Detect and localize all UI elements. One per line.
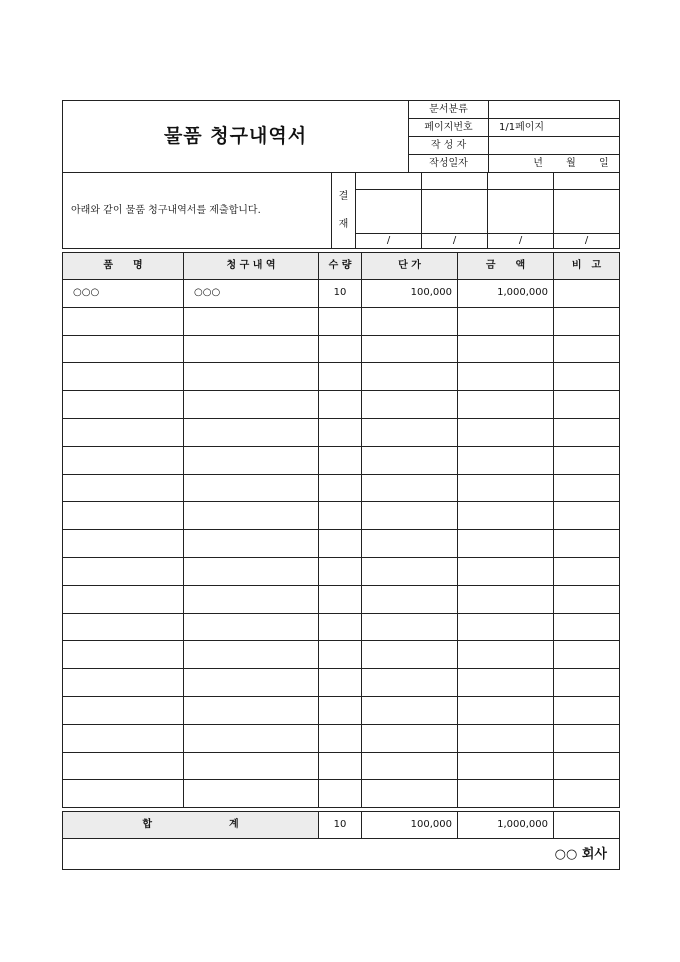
table-row	[63, 752, 620, 780]
approval-label-bottom: 재	[338, 218, 349, 230]
table-row	[63, 307, 620, 335]
cell-item[interactable]	[63, 669, 184, 697]
table-row	[63, 613, 620, 641]
cell-detail[interactable]	[184, 418, 319, 446]
company-row	[63, 839, 620, 870]
cell-amount[interactable]	[458, 418, 554, 446]
cell-note[interactable]	[554, 724, 620, 752]
cell-detail[interactable]	[184, 530, 319, 558]
table-row	[63, 557, 620, 585]
cell-note[interactable]	[554, 557, 620, 585]
cell-qty[interactable]	[319, 752, 362, 780]
approver-date-1[interactable]: /	[356, 234, 422, 249]
approver-sign-3[interactable]	[488, 190, 554, 234]
approval-table	[62, 172, 620, 249]
cell-item[interactable]	[63, 641, 184, 669]
cell-qty[interactable]	[319, 669, 362, 697]
author-label: 작 성 자	[409, 137, 489, 155]
approver-date-2[interactable]: /	[422, 234, 488, 249]
cell-note[interactable]	[554, 474, 620, 502]
cell-qty[interactable]	[319, 613, 362, 641]
total-note[interactable]	[554, 812, 620, 839]
cell-qty[interactable]	[319, 780, 362, 808]
total-label-b: 계	[228, 819, 239, 831]
cell-item[interactable]	[63, 613, 184, 641]
cell-note[interactable]	[554, 780, 620, 808]
author-value[interactable]	[489, 137, 620, 155]
cell-note[interactable]	[554, 307, 620, 335]
table-row	[63, 780, 620, 808]
cell-note[interactable]	[554, 280, 620, 308]
approver-sign-4[interactable]	[554, 190, 620, 234]
cell-note[interactable]	[554, 752, 620, 780]
cell-detail[interactable]	[184, 363, 319, 391]
cell-item[interactable]	[63, 363, 184, 391]
table-row	[63, 363, 620, 391]
items-table	[62, 252, 620, 808]
col-header-qty: 수 량	[319, 253, 362, 280]
col-header-item: 품 명	[63, 253, 184, 280]
cell-unit-price[interactable]	[362, 307, 458, 335]
cell-detail[interactable]: ○○○	[184, 280, 319, 308]
doc-class-label: 문서분류	[409, 101, 489, 119]
table-row	[63, 418, 620, 446]
cell-amount[interactable]	[458, 446, 554, 474]
total-table	[62, 811, 620, 870]
cell-unit-price[interactable]	[362, 446, 458, 474]
cell-amount[interactable]	[458, 474, 554, 502]
cell-note[interactable]	[554, 418, 620, 446]
cell-item[interactable]	[63, 585, 184, 613]
col-header-detail: 청 구 내 역	[184, 253, 319, 280]
cell-note[interactable]	[554, 530, 620, 558]
cell-item[interactable]	[63, 391, 184, 419]
company-name: ○○ 회사	[63, 839, 620, 870]
cell-note[interactable]	[554, 335, 620, 363]
cell-detail[interactable]	[184, 613, 319, 641]
table-row	[63, 391, 620, 419]
cell-note[interactable]	[554, 641, 620, 669]
page-title: 물품 청구내역서	[63, 101, 409, 173]
approver-sign-1[interactable]	[356, 190, 422, 234]
cell-note[interactable]	[554, 585, 620, 613]
cell-qty[interactable]	[319, 474, 362, 502]
cell-unit-price[interactable]	[362, 613, 458, 641]
cell-amount[interactable]	[458, 585, 554, 613]
cell-amount[interactable]	[458, 641, 554, 669]
cell-detail[interactable]	[184, 446, 319, 474]
cell-amount[interactable]	[458, 363, 554, 391]
table-row	[63, 474, 620, 502]
cell-unit-price[interactable]	[362, 391, 458, 419]
cell-note[interactable]	[554, 446, 620, 474]
total-row	[63, 812, 620, 839]
cell-qty[interactable]	[319, 446, 362, 474]
approval-label	[332, 173, 356, 249]
cell-qty[interactable]	[319, 724, 362, 752]
table-row	[63, 669, 620, 697]
table-row	[63, 641, 620, 669]
cell-unit-price[interactable]	[362, 641, 458, 669]
cell-qty[interactable]	[319, 363, 362, 391]
cell-unit-price[interactable]	[362, 696, 458, 724]
page-no-label: 페이지번호	[409, 119, 489, 137]
cell-unit-price[interactable]	[362, 335, 458, 363]
cell-qty[interactable]	[319, 696, 362, 724]
cell-unit-price[interactable]	[362, 585, 458, 613]
cell-amount[interactable]	[458, 752, 554, 780]
table-row	[63, 530, 620, 558]
cell-amount[interactable]	[458, 696, 554, 724]
table-row	[63, 335, 620, 363]
col-header-unit-price: 단 가	[362, 253, 458, 280]
cell-qty[interactable]	[319, 557, 362, 585]
cell-detail[interactable]	[184, 696, 319, 724]
cell-item[interactable]: ○○○	[63, 280, 184, 308]
header-table	[62, 100, 620, 173]
date-month: 월	[566, 157, 576, 169]
cell-detail[interactable]	[184, 752, 319, 780]
cell-item[interactable]	[63, 696, 184, 724]
cell-qty[interactable]	[319, 335, 362, 363]
cell-amount[interactable]	[458, 557, 554, 585]
cell-unit-price[interactable]	[362, 752, 458, 780]
cell-item[interactable]	[63, 780, 184, 808]
cell-qty[interactable]: 10	[319, 280, 362, 308]
total-label-a: 합	[142, 819, 153, 831]
col-header-amount: 금 액	[458, 253, 554, 280]
page-no-value: 1/1페이지	[489, 119, 620, 137]
approver-sign-2[interactable]	[422, 190, 488, 234]
cell-amount[interactable]: 1,000,000	[458, 280, 554, 308]
cell-detail[interactable]	[184, 474, 319, 502]
date-value[interactable]	[489, 155, 620, 173]
approver-title-1[interactable]	[356, 173, 422, 190]
requisition-form	[62, 100, 619, 870]
cell-qty[interactable]	[319, 391, 362, 419]
approver-date-3[interactable]: /	[488, 234, 554, 249]
table-row	[63, 446, 620, 474]
cell-note[interactable]	[554, 363, 620, 391]
cell-item[interactable]	[63, 474, 184, 502]
cell-detail[interactable]	[184, 335, 319, 363]
cell-item[interactable]	[63, 335, 184, 363]
table-row	[63, 696, 620, 724]
cell-unit-price[interactable]	[362, 363, 458, 391]
cell-item[interactable]	[63, 530, 184, 558]
cell-item[interactable]	[63, 724, 184, 752]
cell-item[interactable]	[63, 502, 184, 530]
cell-amount[interactable]	[458, 669, 554, 697]
cell-detail[interactable]	[184, 502, 319, 530]
cell-detail[interactable]	[184, 307, 319, 335]
date-day: 일	[599, 157, 609, 169]
date-year: 년	[533, 157, 543, 169]
date-label: 작성일자	[409, 155, 489, 173]
cell-unit-price[interactable]	[362, 669, 458, 697]
cell-amount[interactable]	[458, 780, 554, 808]
table-row	[63, 724, 620, 752]
cell-qty[interactable]	[319, 585, 362, 613]
cell-unit-price[interactable]	[362, 502, 458, 530]
cell-note[interactable]	[554, 391, 620, 419]
cell-unit-price[interactable]	[362, 418, 458, 446]
cell-amount[interactable]	[458, 530, 554, 558]
cell-amount[interactable]	[458, 391, 554, 419]
cell-item[interactable]	[63, 446, 184, 474]
col-header-note: 비 고	[554, 253, 620, 280]
total-unit-price: 100,000	[362, 812, 458, 839]
cell-detail[interactable]	[184, 391, 319, 419]
cell-amount[interactable]	[458, 307, 554, 335]
cell-detail[interactable]	[184, 724, 319, 752]
table-row	[63, 585, 620, 613]
cell-qty[interactable]	[319, 307, 362, 335]
cell-amount[interactable]	[458, 724, 554, 752]
approver-date-4[interactable]: /	[554, 234, 620, 249]
cell-detail[interactable]	[184, 585, 319, 613]
cell-detail[interactable]	[184, 557, 319, 585]
cell-note[interactable]	[554, 696, 620, 724]
cell-detail[interactable]	[184, 641, 319, 669]
approver-title-2[interactable]	[422, 173, 488, 190]
cell-amount[interactable]	[458, 502, 554, 530]
cell-unit-price[interactable]	[362, 780, 458, 808]
table-row	[63, 280, 620, 308]
cell-unit-price[interactable]	[362, 557, 458, 585]
cell-item[interactable]	[63, 752, 184, 780]
cell-item[interactable]	[63, 557, 184, 585]
approver-title-4[interactable]	[554, 173, 620, 190]
cell-qty[interactable]	[319, 530, 362, 558]
intro-text: 아래와 같이 물품 청구내역서를 제출합니다.	[63, 173, 332, 249]
cell-qty[interactable]	[319, 502, 362, 530]
cell-note[interactable]	[554, 613, 620, 641]
total-qty: 10	[319, 812, 362, 839]
cell-detail[interactable]	[184, 669, 319, 697]
cell-note[interactable]	[554, 669, 620, 697]
cell-qty[interactable]	[319, 641, 362, 669]
cell-note[interactable]	[554, 502, 620, 530]
cell-qty[interactable]	[319, 418, 362, 446]
approval-label-top: 결	[338, 190, 349, 202]
cell-detail[interactable]	[184, 780, 319, 808]
cell-item[interactable]	[63, 418, 184, 446]
cell-unit-price[interactable]	[362, 724, 458, 752]
cell-amount[interactable]	[458, 335, 554, 363]
approver-title-3[interactable]	[488, 173, 554, 190]
cell-amount[interactable]	[458, 613, 554, 641]
total-amount: 1,000,000	[458, 812, 554, 839]
cell-unit-price[interactable]	[362, 530, 458, 558]
doc-class-value[interactable]	[489, 101, 620, 119]
cell-item[interactable]	[63, 307, 184, 335]
cell-unit-price[interactable]: 100,000	[362, 280, 458, 308]
cell-unit-price[interactable]	[362, 474, 458, 502]
total-label	[63, 812, 319, 839]
column-header-row	[63, 253, 620, 280]
table-row	[63, 502, 620, 530]
